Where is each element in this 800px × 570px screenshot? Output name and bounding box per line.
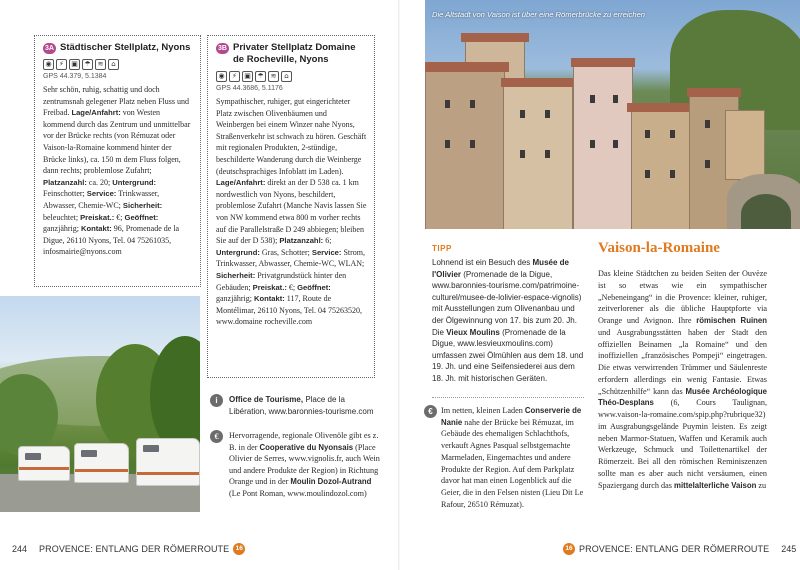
photo-building [573,65,633,229]
text-run: (Le Pont Roman, www.moulindozol.com) [229,488,367,498]
shop-text [441,405,588,510]
bold-term: Preiskat.: [252,282,287,292]
campsite-title: Städtischer Stellplatz, Nyons [60,42,191,53]
bold-term: Untergrund: [112,177,157,187]
photo-camper-van [136,438,200,486]
text-run: 117, Route de Montélimar, 26110 Nyons, Tel. 04 75263520, www.domaine rocheville.com [216,294,362,327]
photo-camper-van [18,446,70,481]
toilet-icon: ▣ [69,59,80,70]
info-icon: i [210,394,223,407]
text-run: (Promenade de la Digue, www.baronnies-tourisme.com/patrimoine-culturel/musee-de-lolivier-espace-vignolis) mit Ausstellungen zum Olivenanbau und der Ölgewinnung von 17. bis zum 20. Jh. Die [432,269,582,337]
text-run: Das kleine Städtchen zu beiden Seiten der Ouvèze ist so etwas wie ein sympathischer „Nebeneingang“ in die Provence: kleiner, ruhiger, zeitverlorener als die übliche Hauptpforte via Orange und Avignon. Ihre [598,269,767,325]
text-run: Sehr schön, ruhig, schattig und doch zentrumsnah gelegener Platz neben Fluss und Freibad. [43,85,189,118]
text-run: Gras, Schotter; [259,247,312,257]
photo-building [631,110,691,229]
olive-oil-text [229,430,380,499]
photo-roof [501,78,575,87]
photo-roof [425,62,509,72]
text-run: 96, Promenade de la Digue, 26110 Nyons, Tel. 04 75261035, infosmairie@nyons.com [43,224,180,257]
page-number: 244 [12,544,28,554]
shopping-icon: € [210,430,223,443]
text-run: Trinkwasser, Abwasser, Chemie-WC; [43,189,160,210]
bold-term: Service: [311,247,342,257]
bold-term: Geöffnet: [124,212,159,222]
bold-term: Moulin Dozol-Autrand [290,477,372,486]
text-run: Privatgrundstück hinter den Gebäuden; [216,270,347,292]
bold-term: Service: [86,189,117,199]
bold-term: Lage/Anfahrt: [216,178,266,188]
tip-text [432,257,584,385]
article-body [598,268,767,491]
campsite-number-badge: 3A [43,43,56,54]
campsite-description [43,84,193,258]
text-run: 6; [323,236,332,246]
shower-icon: ☂ [82,59,93,70]
bold-term: mittelalterliche Vaison [674,480,757,490]
dump-icon: ⌂ [108,59,119,70]
text-run: €; [286,282,298,292]
olive-oil-info [210,430,380,499]
bold-term: Office de Tourisme, [229,395,304,404]
photo-roof [571,58,635,67]
text-run: €; [114,212,125,222]
campsite-box-2 [207,35,375,378]
amenity-icons [216,71,367,82]
vaison-photo [425,0,800,229]
photo-roof [627,103,693,112]
bold-term: Kontakt: [253,294,285,304]
bold-term: Vieux Moulins [446,327,500,337]
page-footer-left [12,543,245,555]
text-run: Hervorragende, regionale Olivenöle gibt es z. B. in der [229,431,379,452]
bold-term: Geöffnet: [297,282,331,292]
text-run: Strom, Trinkwasser, Abwasser, Chemie-WC, WLAN; [216,247,365,269]
water-icon: ◉ [216,71,227,82]
bold-term: römischen Ruinen [696,316,767,325]
page-number: 245 [781,544,797,554]
tourist-office-text [229,394,380,417]
text-run: von Westen kommend durch das Zentrum und unmittelbar vor der Brücke rechts (von Rémuzat oder Vaison-la-Romaine kommend hinter der Brücke links), ca. 150 m dem Fluss folgen, dann rechts; problemlose Zufahrt; [43,108,191,176]
text-run: ganzjährig; [216,294,254,304]
amenity-icons [43,59,193,70]
bold-term: Kontakt: [80,224,112,234]
text-run: Im netten, kleinen Laden [441,406,525,415]
route-number-badge: 16 [563,543,575,555]
bold-term: Musée de l'Olivier [432,258,569,279]
bold-term: Sicherheit: [216,270,256,280]
text-run: Lohnend ist ein Besuch des [432,258,533,267]
text-run: ca. 20; [86,177,113,187]
shop-info [424,405,588,510]
campsite-title: Privater Stellplatz Domaine de Rocheville, Nyons [233,42,356,65]
tip-divider [432,397,584,398]
campsite-heading [43,42,193,54]
text-run: nahe der Brücke bei Rémuzat, im Gebäude des ehemaligen Schlachthofs, verkauft Agnes Pasqual selbstgemachte Marmeladen, Eingemachtes und andere Produkte der Region. Auf dem Parkplatz davor hat man einen Logenblick auf die Geier, die in den Felsen nisten (Lieu Dit Le Rafour, 26510 Rémuzat). [441,417,584,509]
bold-term: Lage/Anfahrt: [71,108,121,118]
text-run: (6, Cours Taulignan, www.vaison-la-romaine.com/spip.php?rubrique32) im Ausgrabungsgelände Puymin leisten. Es zeigt neben Marmor-Statuen, Waffen und Keramik auch Werkzeuge, Schmuck und Toilettenartikel der Römerzeit. Bei all den römischen Reminiszenzen sollte man es aber auch nicht versäumen, einen Spaziergang durch das [598,398,767,490]
wifi-icon: ≋ [95,59,106,70]
photo-roof [687,88,741,97]
photo-building [725,110,765,180]
shopping-icon: € [424,405,437,418]
bold-term: Platzanzahl: [279,236,324,246]
bold-term: Musée Archéologique Théo-Desplans [598,386,767,408]
route-number-badge: 16 [233,543,245,555]
bold-term: Sicherheit: [122,200,163,210]
campsite-number-badge: 3B [216,43,229,54]
text-run: Feinschotter; [43,189,87,199]
text-run: ganzjährig; [43,224,81,234]
gps-coordinates: GPS 44.379, 5.1384 [43,73,107,80]
campsite-description [216,96,367,328]
campsite-heading [216,42,367,66]
text-run: und Ausgrabungsstätten haben der Stadt den offiziellen Beinamen „la Romaine“ und den inoffiziellen „französisches Pompeji“ eingetragen. Die etwas verwirrenden Trümmer und Säulenreste erfordern allerdings ein wenig Fantasie. Etwas „Schützenhilfe“ kann das [598,327,767,396]
toilet-icon: ▣ [242,71,253,82]
text-run: (Place Olivier de Serres, www.vignolis.fr, auch Wein und andere Produkte der Region) in Richtung Orange und in der [229,442,380,486]
text-run: Place de la Libération, www.baronnies-tourisme.com [229,395,374,416]
tip-label: TIPP [432,244,452,253]
photo-building [503,85,573,229]
bold-term: Preiskat.: [80,212,115,222]
text-run: direkt an der D 538 ca. 1 km nordwestlich von Nyons, beschildert, problemlose Zufahrt (Manche Navis lassen Sie von NW kommend etwa 800 m vorher rechts auf die Parallelstraße D 249 abbiegen; bleiben Sie auf der D 538); [216,178,367,246]
text-run: beleuchtet; [43,212,81,222]
section-heading: Vaison-la-Romaine [598,240,720,256]
campsite-box-1 [34,35,201,287]
campsite-photo [0,296,200,512]
photo-roman-bridge [727,174,800,229]
bold-term: Cooperative du Nyonsais [259,442,354,452]
bold-term: Untergrund: [216,247,260,257]
photo-caption: Die Altstadt von Vaison ist über eine Römerbrücke zu erreichen [432,10,646,19]
bold-term: Platzanzahl: [43,177,87,187]
bold-term: Conserverie de Nanie [441,406,582,427]
photo-building [425,70,505,229]
wifi-icon: ≋ [268,71,279,82]
shower-icon: ☂ [255,71,266,82]
text-run: Sympathischer, ruhiger, gut eingerichteter Platz zwischen Olivenbäumen und Weinbergen bei einem Winzer nahe Nyons, Straßenverkehr ist schwach zu hören. Geschäft mit regionalen Produkten, 2-stündige, beschilderte Wanderung durch die Weinberge (deutschsprachiges Infoblatt im Laden). [216,97,367,176]
water-icon: ◉ [43,59,54,70]
text-run: (Promenade de la Digue, www.lesvieuxmoulins.com) umfassen zwei Ölmühlen aus dem 18. und 19. Jh. und eine Seifensiederei aus dem 18. Jh. mit historischen Geräten. [432,327,584,383]
page-footer-right [563,543,796,555]
section-title-footer: PROVENCE: ENTLANG DER RÖMERROUTE [579,544,770,554]
power-icon: ⚡ [56,59,67,70]
gps-coordinates: GPS 44.3686, 5.1176 [216,85,283,92]
text-run: zu [756,480,767,490]
tourist-office-info [210,394,380,417]
photo-roof [461,33,529,42]
photo-camper-van [74,443,129,483]
section-title-footer: PROVENCE: ENTLANG DER RÖMERROUTE [39,544,230,554]
power-icon: ⚡ [229,71,240,82]
dump-icon: ⌂ [281,71,292,82]
